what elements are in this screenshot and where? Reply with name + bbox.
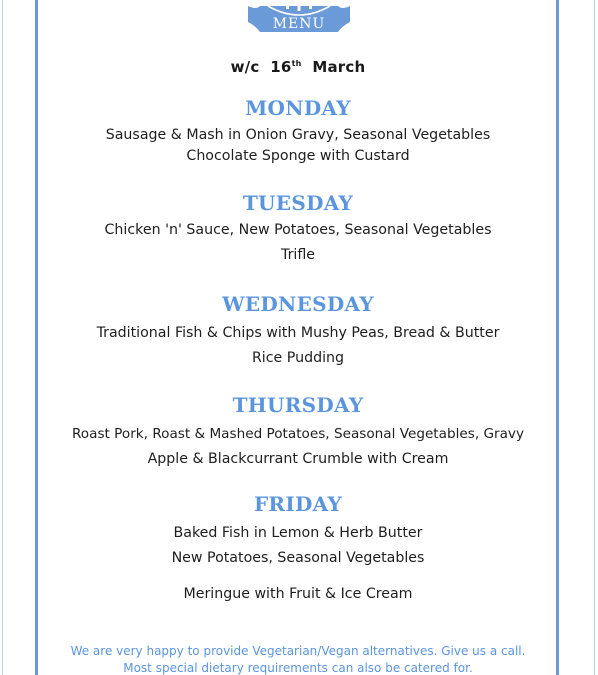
friday-main: Baked Fish in Lemon & Herb Butter	[173, 525, 423, 541]
week-day: 16	[270, 58, 292, 76]
week-prefix: w/c	[230, 58, 260, 76]
tuesday-main: Chicken 'n' Sauce, New Potatoes, Seasonal Vegetables	[104, 222, 492, 238]
day-heading-tuesday: TUESDAY	[242, 191, 354, 215]
page-edge-left	[2, 0, 3, 675]
wednesday-main: Traditional Fish & Chips with Mushy Peas, Bread & Butter	[96, 325, 500, 341]
day-heading-monday: MONDAY	[245, 96, 351, 120]
day-heading-wednesday: WEDNESDAY	[222, 292, 374, 316]
wednesday-dessert: Rice Pudding	[251, 350, 345, 366]
monday-main: Sausage & Mash in Onion Gravy, Seasonal Vegetables	[105, 127, 491, 143]
day-heading-thursday: THURSDAY	[232, 393, 364, 417]
thursday-dessert: Apple & Blackcurrant Crumble with Cream	[147, 451, 449, 467]
week-day-suffix: th	[291, 59, 302, 68]
friday-dessert: Meringue with Fruit & Ice Cream	[183, 586, 413, 602]
page-edge-right	[594, 0, 595, 675]
week-month: March	[312, 58, 366, 76]
footer-note-1: We are very happy to provide Vegetarian/Vegan alternatives. Give us a call.	[70, 644, 526, 658]
menu-logo	[246, 0, 352, 34]
friday-sides: New Potatoes, Seasonal Vegetables	[171, 550, 425, 566]
logo-utensil-2	[298, 0, 301, 11]
week-commencing	[40, 58, 556, 76]
monday-dessert: Chocolate Sponge with Custard	[186, 148, 410, 164]
day-heading-friday: FRIDAY	[253, 492, 343, 516]
thursday-main: Roast Pork, Roast & Mashed Potatoes, Seasonal Vegetables, Gravy	[71, 426, 525, 442]
logo-utensil-3	[309, 0, 312, 9]
logo-utensil-1	[286, 0, 289, 9]
logo-text: MENU	[272, 16, 326, 32]
footer-note-2: Most special dietary requirements can also be catered for.	[123, 661, 473, 675]
tuesday-dessert: Trifle	[280, 247, 316, 263]
